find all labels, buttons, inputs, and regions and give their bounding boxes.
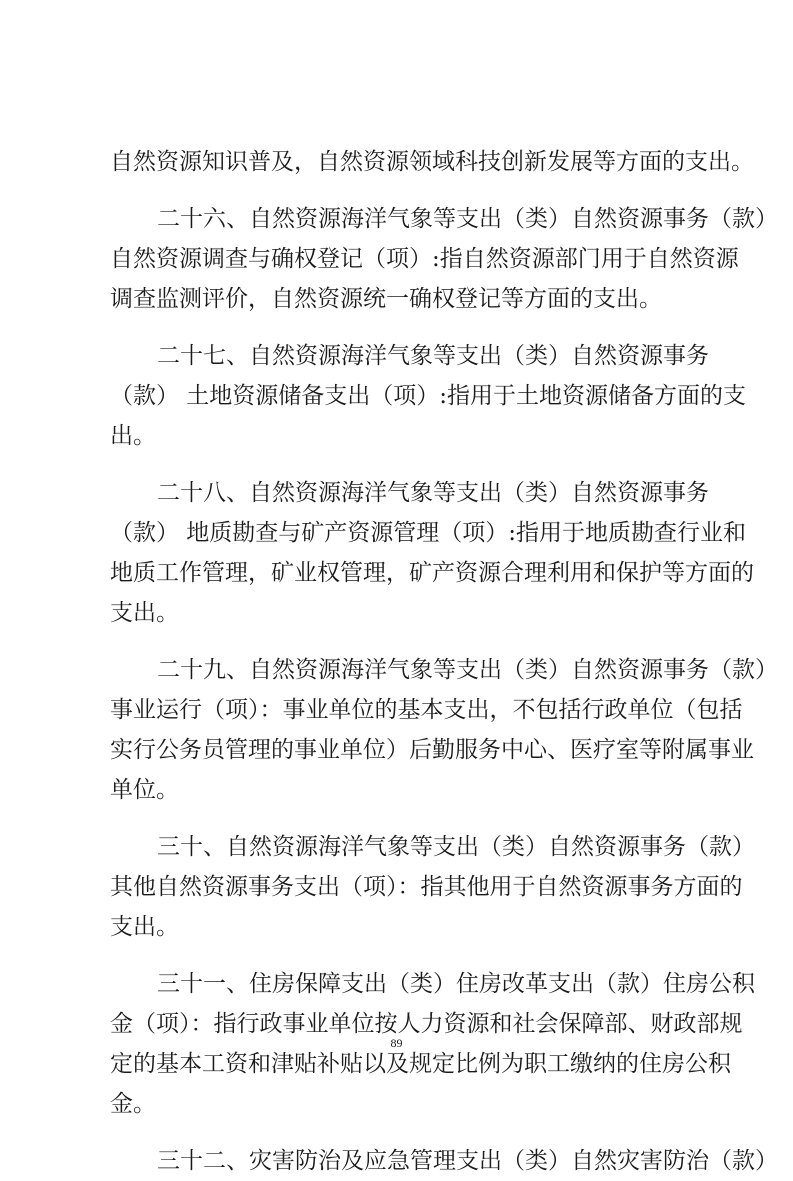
paragraph-30-line-1: 三十、自然资源海洋气象等支出（类）自然资源事务（款） xyxy=(157,834,755,860)
paragraph-continuation-line: 自然资源知识普及，自然资源领域科技创新发展等方面的支出。 xyxy=(110,149,754,175)
paragraph-27-line-1: 二十七、自然资源海洋气象等支出（类）自然资源事务 xyxy=(157,343,709,369)
paragraph-31-line-4: 金。 xyxy=(110,1091,156,1117)
paragraph-28-line-2: （款） 地质勘查与矿产资源管理（项）:指用于地质勘查行业和 xyxy=(110,520,747,546)
paragraph-31-line-2: 金（项）：指行政事业单位按人力资源和社会保障部、财政部规 xyxy=(110,1011,743,1037)
paragraph-29-line-1: 二十九、自然资源海洋气象等支出（类）自然资源事务（款） xyxy=(157,657,778,683)
paragraph-31-line-1: 三十一、住房保障支出（类）住房改革支出（款）住房公积 xyxy=(157,971,755,997)
paragraph-31-line-3: 定的基本工资和津贴补贴以及规定比例为职工缴纳的住房公积 xyxy=(110,1051,731,1077)
paragraph-27-line-3: 出。 xyxy=(110,423,156,449)
paragraph-29-line-4: 单位。 xyxy=(110,777,179,803)
paragraph-26-line-1: 二十六、自然资源海洋气象等支出（类）自然资源事务（款） xyxy=(157,206,778,232)
page-number: 89 xyxy=(390,1036,403,1050)
paragraph-28-line-3: 地质工作管理，矿业权管理，矿产资源合理利用和保护等方面的 xyxy=(110,560,754,586)
body-text xyxy=(110,142,778,1181)
paragraph-27-line-2: （款） 土地资源储备支出（项）:指用于土地资源储备方面的支 xyxy=(110,383,747,409)
paragraph-29-line-3: 实行公务员管理的事业单位）后勤服务中心、医疗室等附属事业 xyxy=(110,737,754,763)
paragraph-30-line-2: 其他自然资源事务支出（项）：指其他用于自然资源事务方面的 xyxy=(110,874,743,900)
paragraph-26-line-3: 调查监测评价，自然资源统一确权登记等方面的支出。 xyxy=(110,286,662,312)
paragraph-28-line-1: 二十八、自然资源海洋气象等支出（类）自然资源事务 xyxy=(157,480,709,506)
paragraph-28-line-4: 支出。 xyxy=(110,600,179,626)
paragraph-32-line-1: 三十二、灾害防治及应急管理支出（类）自然灾害防治（款） xyxy=(157,1148,778,1174)
paragraph-30-line-3: 支出。 xyxy=(110,914,179,940)
paragraph-26-line-2: 自然资源调查与确权登记（项）:指自然资源部门用于自然资源 xyxy=(110,246,739,272)
paragraph-29-line-2: 事业运行（项）：事业单位的基本支出，不包括行政单位（包括 xyxy=(110,697,743,723)
